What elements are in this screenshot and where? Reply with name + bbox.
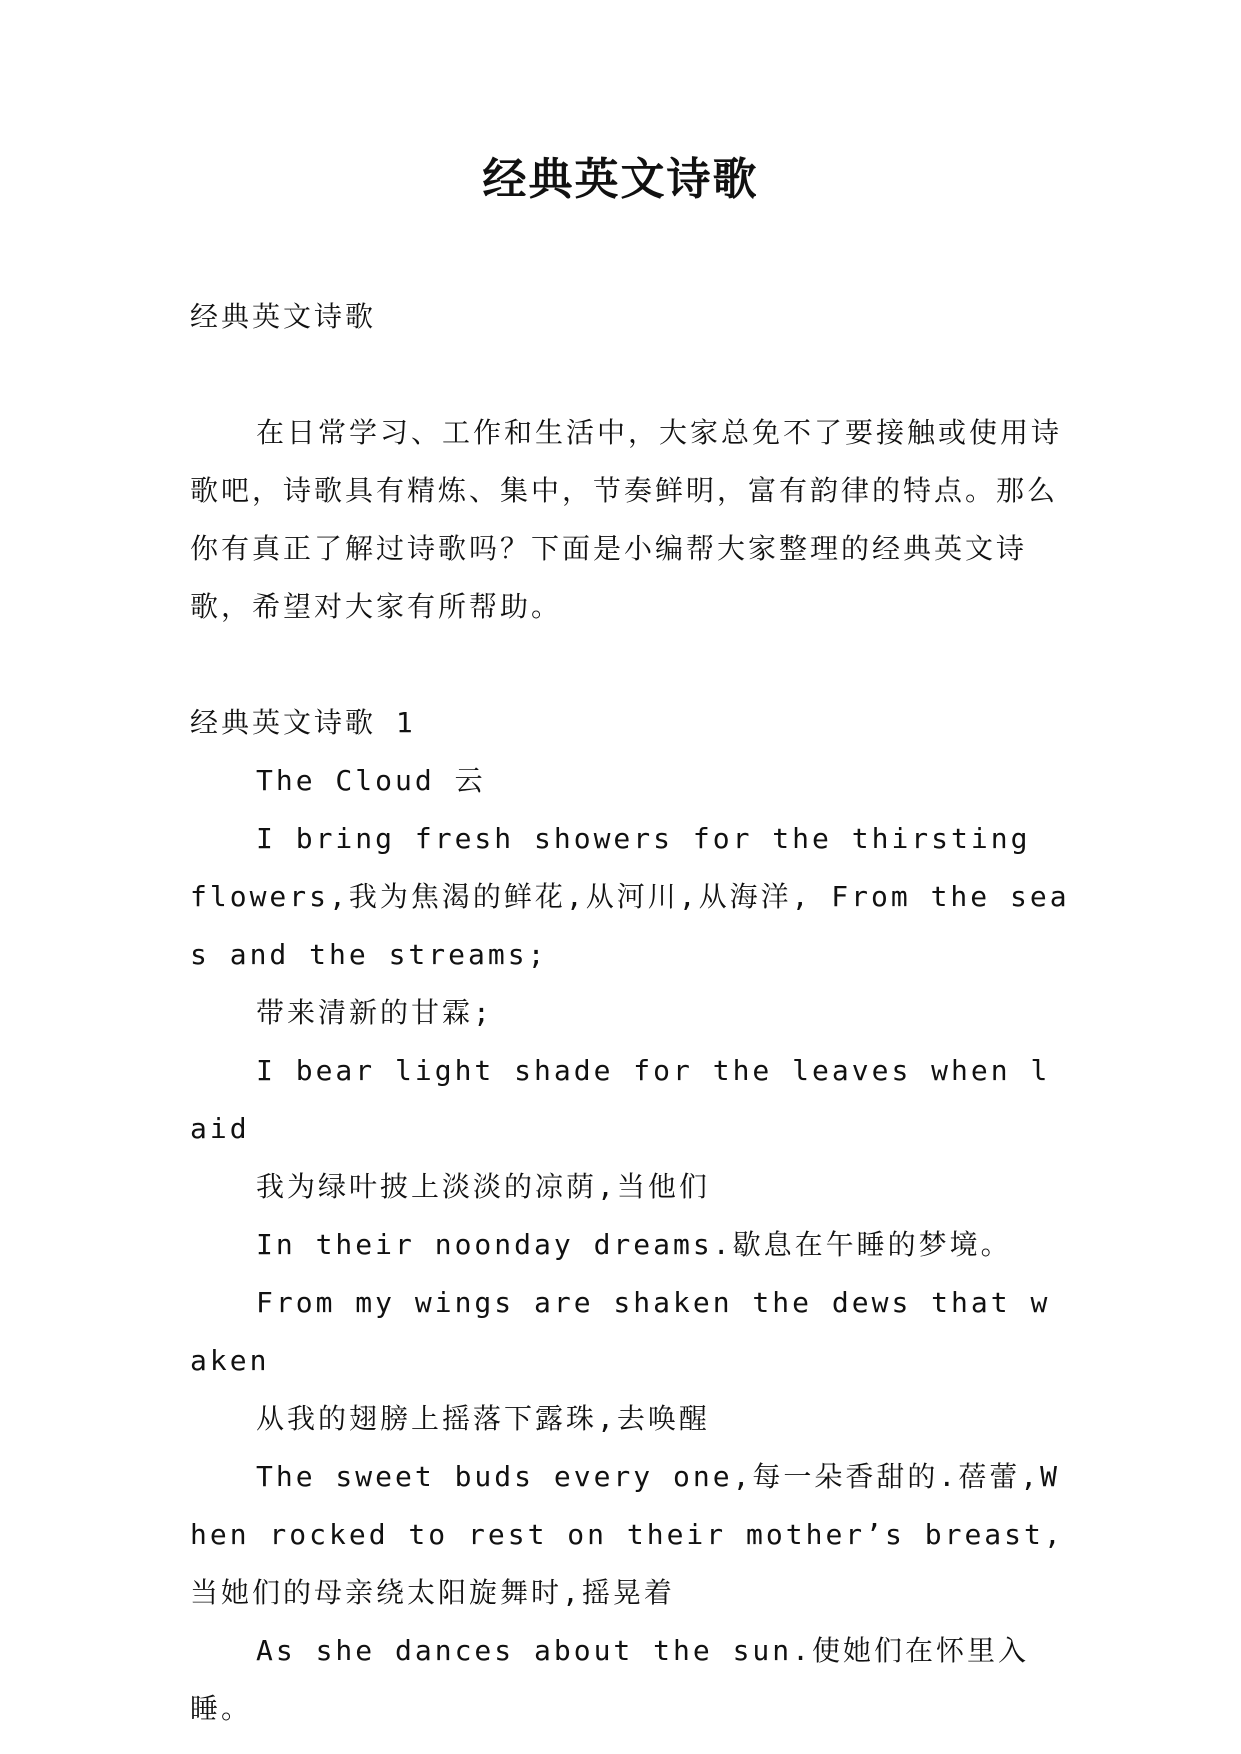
poem-line: 从我的翅膀上摇落下露珠,去唤醒 [256, 1402, 710, 1435]
poem-line: From my wings are shaken the dews that waken [190, 1286, 1051, 1377]
section-heading: 经典英文诗歌 1 [190, 706, 416, 739]
poem-line: I bring fresh showers for the thirsting flowers,我为焦渴的鲜花,从河川,从海洋, From the seas and the streams; [190, 822, 1070, 971]
poem-line: As she dances about the sun.使她们在怀里入睡。 [190, 1634, 1030, 1725]
poem-line: In their noonday dreams.歇息在午睡的梦境。 [256, 1228, 1012, 1261]
subtitle: 经典英文诗歌 [190, 300, 377, 333]
poem-line: The sweet buds every one,每一朵香甜的.蓓蕾,When rocked to rest on their mother’s breast,当她们的母亲绕太阳旋舞时,摇晃着 [190, 1460, 1064, 1609]
intro-paragraph: 在日常学习、工作和生活中，大家总免不了要接触或使用诗歌吧，诗歌具有精炼、集中，节奏鲜明，富有韵律的特点。那么你有真正了解过诗歌吗？下面是小编帮大家整理的经典英文诗歌，希望对大家有所帮助。 [190, 416, 1063, 623]
poem-line: I bear light shade for the leaves when laid [190, 1054, 1051, 1145]
poem-line: 带来清新的甘霖; [256, 996, 493, 1029]
document-body [190, 288, 1070, 1738]
poem-line: 我为绿叶披上淡淡的凉荫,当他们 [256, 1170, 710, 1203]
poem-title: The Cloud 云 [256, 764, 486, 797]
document-title: 经典英文诗歌 [482, 154, 759, 205]
